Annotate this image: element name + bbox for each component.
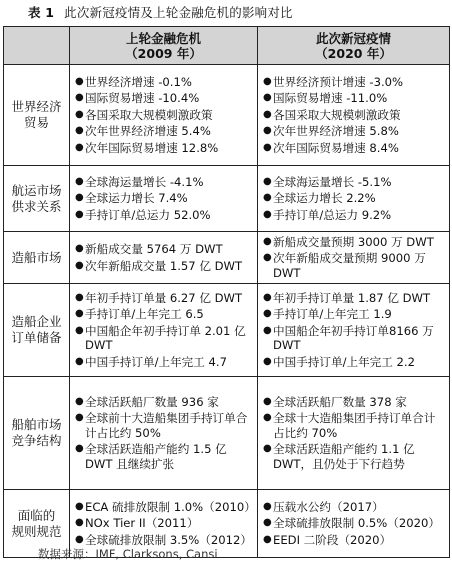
list-item	[263, 250, 446, 281]
list-item-text: 次年新船成交量 1.57 亿 DWT	[85, 258, 243, 273]
list-item-text: 中国手持订单/上年完工 2.2	[273, 354, 415, 369]
bullet-icon: ●	[75, 108, 84, 120]
table-row-orderbook	[4, 284, 450, 377]
bullet-icon: ●	[263, 175, 272, 187]
list-item	[75, 394, 254, 411]
bullet-icon: ●	[75, 500, 84, 512]
bullet-icon: ●	[263, 291, 272, 303]
row-category	[4, 65, 70, 166]
bullet-icon: ●	[75, 192, 84, 204]
list-item-text: 世界经济预计增速 -3.0%	[273, 74, 404, 89]
list-item	[263, 515, 446, 532]
financial-crisis-cell	[70, 232, 258, 284]
bullet-icon: ●	[263, 355, 272, 367]
bullet-icon: ●	[75, 259, 84, 271]
bullet-icon: ●	[263, 533, 272, 545]
list-item-text: 全球硫排放限制 0.5%（2020）	[273, 516, 440, 531]
bullet-icon: ●	[263, 500, 272, 512]
list-item	[263, 174, 446, 191]
bullet-icon: ●	[75, 412, 84, 424]
list-item	[263, 90, 446, 107]
list-item-text: 各国采取大规模刺激政策	[85, 107, 213, 122]
list-item	[75, 441, 254, 472]
bullet-icon: ●	[263, 252, 272, 264]
row-category	[4, 166, 70, 232]
list-item-text: 全球运力增长 7.4%	[85, 191, 188, 206]
row-category	[4, 377, 70, 490]
bullet-icon: ●	[263, 235, 272, 247]
list-item	[263, 123, 446, 140]
bullet-icon: ●	[75, 92, 84, 104]
list-item	[75, 241, 254, 258]
list-item	[263, 107, 446, 124]
row-category-line: 规则规范	[11, 523, 62, 539]
list-item	[263, 499, 446, 516]
list-item-text: 全球活跃造船产能约 1.1 亿 DWT，且仍处于下行趋势	[273, 442, 415, 471]
list-item-text: 年初手持订单量 6.27 亿 DWT	[85, 290, 243, 305]
bullet-icon: ●	[75, 75, 84, 87]
row-category-line: 航运市场	[11, 182, 62, 198]
list-item-text: 手持订单/上年完工 1.9	[273, 307, 392, 322]
bullet-icon: ●	[75, 308, 84, 320]
list-item-text: 全球十大造船集团手持订单合计占比约 70%	[273, 411, 436, 440]
table-title	[0, 0, 452, 26]
bullet-icon: ●	[75, 141, 84, 153]
covid-cell	[258, 284, 450, 377]
header-row	[4, 27, 450, 65]
list-item-text: 国际贸易增速 -11.0%	[273, 91, 388, 106]
list-item-text: 全球海运量增长 -5.1%	[273, 174, 392, 189]
list-item	[263, 140, 446, 157]
list-item-text: ECA 硫排放限制 1.0%（2010）	[85, 499, 256, 514]
table-row-shipping-supply-demand	[4, 166, 450, 232]
list-item-text: 全球活跃船厂数量 936 家	[85, 394, 219, 409]
list-item-text: 全球硫排放限制 3.5%（2012）	[85, 532, 252, 547]
list-item-text: EEDI 二阶段（2020）	[273, 532, 392, 547]
bullet-icon: ●	[263, 412, 272, 424]
row-category	[4, 284, 70, 377]
list-item-text: 国际贸易增速 -10.4%	[85, 91, 200, 106]
list-item-text: 手持订单/总运力 52.0%	[85, 207, 211, 222]
list-item-text: 中国船企年初手持订单8166 万 DWT	[273, 323, 434, 353]
financial-crisis-cell	[70, 65, 258, 166]
header-blank-cell	[4, 27, 70, 65]
bullet-icon: ●	[75, 355, 84, 367]
list-item	[75, 174, 254, 191]
bullet-icon: ●	[75, 324, 84, 336]
bullet-icon: ●	[263, 75, 272, 87]
bullet-icon: ●	[75, 175, 84, 187]
table-row-market-competition	[4, 377, 450, 490]
bullet-icon: ●	[263, 208, 272, 220]
list-item	[263, 207, 446, 224]
bullet-icon: ●	[263, 141, 272, 153]
bullet-icon: ●	[263, 192, 272, 204]
list-item	[75, 190, 254, 207]
table-row-world-economy-trade	[4, 65, 450, 166]
list-item-text: 全球前十大造船集团手持订单合计占比约 50%	[85, 411, 248, 440]
bullet-icon: ●	[263, 517, 272, 529]
list-item	[263, 354, 446, 371]
header-covid	[258, 27, 450, 65]
row-category-line: 订单储备	[11, 330, 62, 345]
bullet-icon: ●	[263, 125, 272, 137]
list-item-text: 全球活跃船厂数量 378 家	[273, 394, 407, 409]
bullet-icon: ●	[75, 291, 84, 303]
list-item-text: 新船成交量 5764 万 DWT	[85, 241, 223, 256]
list-item	[75, 90, 254, 107]
row-category-line: 竞争结构	[11, 433, 62, 448]
covid-cell	[258, 232, 450, 284]
bullet-icon: ●	[75, 242, 84, 254]
list-item-text: 全球运力增长 2.2%	[273, 191, 376, 206]
list-item	[263, 441, 446, 472]
list-item	[263, 394, 446, 411]
list-item-text: 次年新船成交量预期 9000 万 DWT	[273, 251, 426, 280]
table-caption: 此次新冠疫情及上轮金融危机的影响对比	[64, 5, 293, 20]
list-item	[75, 258, 254, 275]
list-item-text: 全球活跃造船产能约 1.5 亿 DWT 且继续扩张	[85, 442, 227, 471]
list-item	[75, 140, 254, 157]
list-item-text: 中国手持订单/上年完工 4.7	[85, 354, 227, 369]
list-item-text: 手持订单/总运力 9.2%	[273, 207, 392, 222]
list-item	[263, 290, 446, 307]
covid-cell	[258, 166, 450, 232]
list-item-text: 各国采取大规模刺激政策	[273, 107, 401, 122]
list-item	[263, 306, 446, 323]
list-item-text: 中国船企年初手持订单 2.01 亿 DWT	[85, 323, 246, 353]
bullet-icon: ●	[75, 517, 84, 529]
header-col2-year: （2020 年）	[315, 45, 392, 61]
list-item-text: 次年世界经济增速 5.4%	[85, 124, 211, 139]
bullet-icon: ●	[75, 443, 84, 455]
row-category-line: 造船企业	[11, 314, 62, 329]
bullet-icon: ●	[263, 308, 272, 320]
table-number: 表 1	[28, 5, 55, 20]
bullet-icon: ●	[263, 324, 272, 336]
row-category	[4, 232, 70, 284]
list-item-text: NOx Tier II（2011）	[85, 516, 199, 531]
table-row-shipbuilding-market	[4, 232, 450, 284]
financial-crisis-cell	[70, 166, 258, 232]
list-item-text: 次年国际贸易增速 12.8%	[85, 140, 219, 155]
list-item	[75, 107, 254, 124]
list-item	[263, 532, 446, 549]
data-source-note: 数据来源：IMF, Clarksons, Cansi	[38, 547, 218, 561]
list-item-text: 压载水公约（2017）	[273, 499, 384, 514]
list-item	[75, 123, 254, 140]
row-category-line: 世界经济	[11, 99, 62, 114]
list-item	[263, 234, 446, 251]
list-item-text: 次年世界经济增速 5.8%	[273, 124, 399, 139]
bullet-icon: ●	[263, 108, 272, 120]
list-item	[75, 74, 254, 91]
list-item	[75, 207, 254, 224]
list-item-text: 次年国际贸易增速 8.4%	[273, 140, 399, 155]
list-item-text: 世界经济增速 -0.1%	[85, 74, 192, 89]
list-item	[75, 323, 254, 354]
row-category-line: 供求关系	[11, 198, 62, 214]
covid-cell	[258, 377, 450, 490]
header-col1-name: 上轮金融危机	[125, 30, 201, 46]
list-item	[263, 323, 446, 354]
row-category-line: 贸易	[23, 115, 49, 130]
bullet-icon: ●	[263, 92, 272, 104]
list-item	[75, 354, 254, 371]
bullet-icon: ●	[263, 395, 272, 407]
list-item-text: 年初手持订单量 1.87 亿 DWT	[273, 290, 431, 305]
header-col1-year: （2009 年）	[125, 45, 202, 61]
financial-crisis-cell	[70, 377, 258, 490]
covid-cell	[258, 490, 450, 558]
list-item	[75, 499, 254, 516]
list-item	[75, 290, 254, 307]
list-item-text: 手持订单/上年完工 6.5	[85, 307, 204, 322]
list-item	[263, 190, 446, 207]
bullet-icon: ●	[75, 395, 84, 407]
bullet-icon: ●	[263, 443, 272, 455]
header-financial-crisis	[70, 27, 258, 65]
row-category-line: 造船市场	[11, 249, 62, 265]
covid-cell	[258, 65, 450, 166]
bullet-icon: ●	[75, 125, 84, 137]
list-item-text: 全球海运量增长 -4.1%	[85, 174, 204, 189]
list-item	[263, 410, 446, 441]
list-item	[263, 74, 446, 91]
list-item	[75, 515, 254, 532]
list-item-text: 新船成交量预期 3000 万 DWT	[273, 234, 434, 249]
list-item	[75, 410, 254, 441]
bullet-icon: ●	[75, 533, 84, 545]
row-category-line: 面临的	[17, 507, 56, 523]
financial-crisis-cell	[70, 284, 258, 377]
header-col2-name: 此次新冠疫情	[315, 30, 391, 46]
list-item	[75, 306, 254, 323]
comparison-table	[3, 26, 450, 558]
row-category-line: 船舶市场	[11, 417, 62, 432]
bullet-icon: ●	[75, 208, 84, 220]
